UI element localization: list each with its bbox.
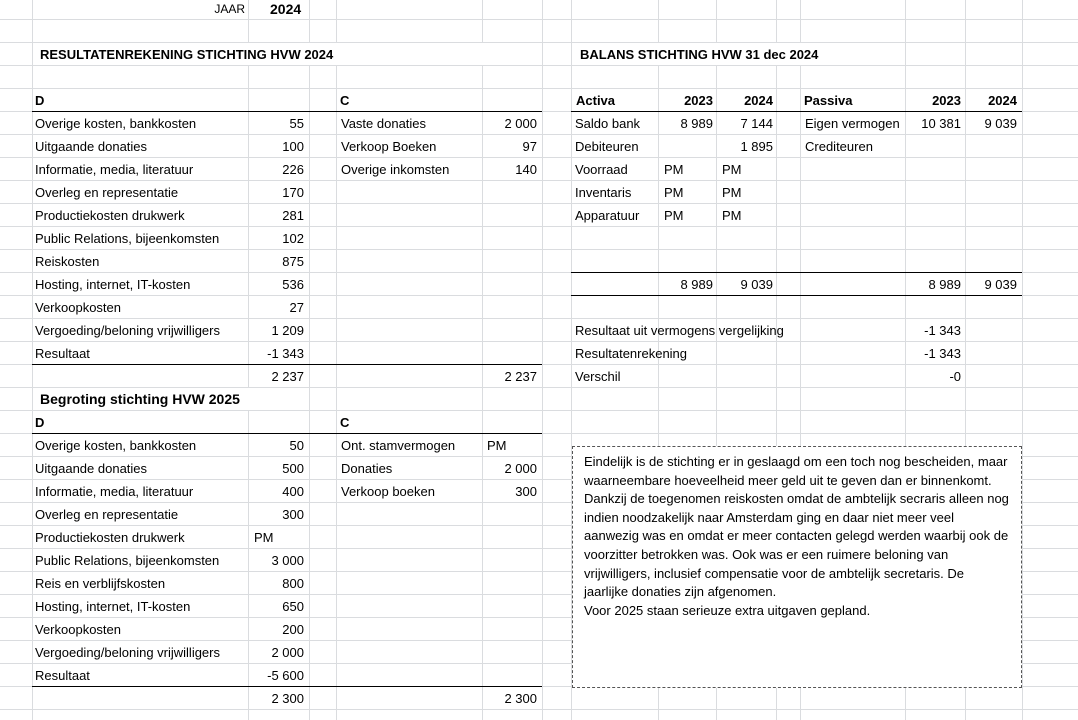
budget-debit-label: Hosting, internet, IT-kosten	[35, 599, 191, 614]
result-credit-value[interactable]: 2 000	[504, 116, 537, 131]
balance-activa-2024-header: 2024	[744, 93, 773, 108]
result-debit-label: Hosting, internet, IT-kosten	[35, 277, 191, 292]
budget-debit-label: Productiekosten drukwerk	[35, 530, 185, 545]
balance-check-label: Resultaat uit vermogens vergelijking	[575, 323, 784, 338]
result-debit-value[interactable]: 226	[282, 162, 304, 177]
balance-activa-2023[interactable]: PM	[664, 162, 684, 177]
result-credit-label: Vaste donaties	[341, 116, 427, 131]
result-total-debit[interactable]: 2 237	[271, 369, 304, 384]
budget-debit-label: Informatie, media, literatuur	[35, 484, 194, 499]
result-debit-value[interactable]: 55	[289, 116, 304, 131]
result-debit-label: Resultaat	[35, 346, 90, 361]
balance-activa-2024[interactable]: 7 144	[740, 116, 773, 131]
balance-passiva-label: Eigen vermogen	[805, 116, 900, 131]
result-debit-value[interactable]: 281	[282, 208, 304, 223]
comment-paragraph: Dankzij de toegenomen reiskosten omdat de ambtelijk secraris alleen nog indien noodzakelijk naar Amsterdam ging en daar niet meer veel aanwezig was en omdat er meer contacten gelegd werden waarbij ook de voorzitter betrokken was. Ook was er een ruimere beloning van vrijwilligers, inclusief compensatie voor de ambtelijk secretaris. De jaarlijke donaties zijn afgenomen.	[584, 491, 1009, 600]
result-debit-value[interactable]: 27	[289, 300, 304, 315]
budget-title: Begroting stichting HVW 2025	[40, 391, 240, 407]
budget-debit-label: Vergoeding/beloning vrijwilligers	[35, 645, 220, 660]
budget-debit-value[interactable]: 500	[282, 461, 304, 476]
balance-passiva-2024-header: 2024	[988, 93, 1017, 108]
result-credit-header: C	[340, 93, 350, 108]
result-debit-header: D	[35, 93, 45, 108]
comment-textbox[interactable]	[572, 446, 1022, 688]
result-debit-label: Overleg en representatie	[35, 185, 179, 200]
balance-activa-header: Activa	[576, 93, 616, 108]
budget-debit-value[interactable]: 200	[282, 622, 304, 637]
balance-activa-label: Apparatuur	[575, 208, 640, 223]
balance-activa-2024[interactable]: PM	[722, 162, 742, 177]
result-credit-value[interactable]: 140	[515, 162, 537, 177]
budget-debit-value[interactable]: 300	[282, 507, 304, 522]
budget-total-credit[interactable]: 2 300	[504, 691, 537, 706]
budget-debit-label: Overleg en representatie	[35, 507, 179, 522]
result-credit-label: Verkoop Boeken	[341, 139, 437, 154]
budget-credit-header: C	[340, 415, 350, 430]
result-debit-label: Overige kosten, bankkosten	[35, 116, 197, 131]
budget-debit-label: Uitgaande donaties	[35, 461, 148, 476]
balance-title: BALANS STICHTING HVW 31 dec 2024	[580, 47, 819, 62]
budget-credit-value[interactable]: 300	[515, 484, 537, 499]
budget-total-debit[interactable]: 2 300	[271, 691, 304, 706]
budget-debit-label: Verkoopkosten	[35, 622, 122, 637]
comment-paragraph: Eindelijk is de stichting er in geslaagd om een toch nog bescheiden, maar waarneembare hoeveelheid meer geld uit te geven dan er binnenkomt.	[584, 454, 1008, 488]
balance-check-value[interactable]: -1 343	[924, 323, 961, 338]
balance-total-activa-2023[interactable]: 8 989	[680, 277, 713, 292]
budget-debit-label: Resultaat	[35, 668, 90, 683]
result-debit-value[interactable]: 536	[282, 277, 304, 292]
result-debit-value[interactable]: -1 343	[267, 346, 304, 361]
budget-debit-value[interactable]: 50	[289, 438, 304, 453]
result-debit-value[interactable]: 170	[282, 185, 304, 200]
balance-activa-2023[interactable]	[658, 135, 713, 158]
budget-debit-value[interactable]: 800	[282, 576, 304, 591]
balance-activa-label: Inventaris	[575, 185, 632, 200]
budget-debit-label: Reis en verblijfskosten	[35, 576, 166, 591]
balance-passiva-label: Crediteuren	[805, 139, 873, 154]
result-debit-label: Vergoeding/beloning vrijwilligers	[35, 323, 220, 338]
result-title: RESULTATENREKENING STICHTING HVW 2024	[40, 47, 334, 62]
balance-passiva-2023[interactable]: 10 381	[921, 116, 961, 131]
budget-credit-label: Donaties	[341, 461, 393, 476]
balance-passiva-2023-header: 2023	[932, 93, 961, 108]
result-debit-value[interactable]: 100	[282, 139, 304, 154]
balance-activa-2024[interactable]: PM	[722, 208, 742, 223]
budget-credit-label: Verkoop boeken	[341, 484, 435, 499]
budget-debit-label: Overige kosten, bankkosten	[35, 438, 197, 453]
result-debit-value[interactable]: 1 209	[271, 323, 304, 338]
balance-check-value[interactable]: -1 343	[924, 346, 961, 361]
budget-debit-label: Public Relations, bijeenkomsten	[35, 553, 220, 568]
budget-credit-label: Ont. stamvermogen	[341, 438, 456, 453]
result-credit-label: Overige inkomsten	[341, 162, 450, 177]
result-debit-label: Productiekosten drukwerk	[35, 208, 185, 223]
balance-total-passiva-2023[interactable]: 8 989	[928, 277, 961, 292]
result-debit-label: Verkoopkosten	[35, 300, 122, 315]
result-debit-label: Informatie, media, literatuur	[35, 162, 194, 177]
budget-credit-value[interactable]: PM	[487, 438, 507, 453]
balance-passiva-2024[interactable]: 9 039	[984, 116, 1017, 131]
balance-activa-2024[interactable]: PM	[722, 185, 742, 200]
balance-passiva-header: Passiva	[804, 93, 853, 108]
balance-check-value[interactable]: -0	[949, 369, 961, 384]
budget-debit-value[interactable]: 400	[282, 484, 304, 499]
balance-total-activa-2024[interactable]: 9 039	[740, 277, 773, 292]
result-total-credit[interactable]: 2 237	[504, 369, 537, 384]
result-debit-value[interactable]: 102	[282, 231, 304, 246]
result-debit-label: Reiskosten	[35, 254, 100, 269]
balance-activa-2024[interactable]: 1 895	[740, 139, 773, 154]
balance-activa-2023[interactable]: 8 989	[680, 116, 713, 131]
result-credit-value[interactable]: 97	[522, 139, 537, 154]
balance-check-label: Resultatenrekening	[575, 346, 688, 361]
year-label: JAAR	[214, 2, 245, 16]
balance-activa-label: Saldo bank	[575, 116, 641, 131]
result-debit-value[interactable]: 875	[282, 254, 304, 269]
budget-debit-header: D	[35, 415, 45, 430]
comment-paragraph: Voor 2025 staan serieuze extra uitgaven gepland.	[584, 602, 871, 618]
budget-debit-value[interactable]: PM	[254, 530, 274, 545]
budget-debit-value[interactable]: 2 000	[271, 645, 304, 660]
balance-activa-2023[interactable]: PM	[664, 208, 684, 223]
result-debit-label: Uitgaande donaties	[35, 139, 148, 154]
balance-activa-label: Voorraad	[575, 162, 628, 177]
budget-debit-value[interactable]: -5 600	[267, 668, 304, 683]
balance-activa-label: Debiteuren	[575, 139, 639, 154]
budget-debit-value[interactable]: 3 000	[271, 553, 304, 568]
result-debit-label: Public Relations, bijeenkomsten	[35, 231, 220, 246]
budget-debit-value[interactable]: 650	[282, 599, 304, 614]
year-value[interactable]: 2024	[270, 1, 302, 17]
balance-check-label: Verschil	[575, 369, 621, 384]
balance-activa-2023-header: 2023	[684, 93, 713, 108]
budget-credit-value[interactable]: 2 000	[504, 461, 537, 476]
balance-activa-2023[interactable]: PM	[664, 185, 684, 200]
balance-total-passiva-2024[interactable]: 9 039	[984, 277, 1017, 292]
